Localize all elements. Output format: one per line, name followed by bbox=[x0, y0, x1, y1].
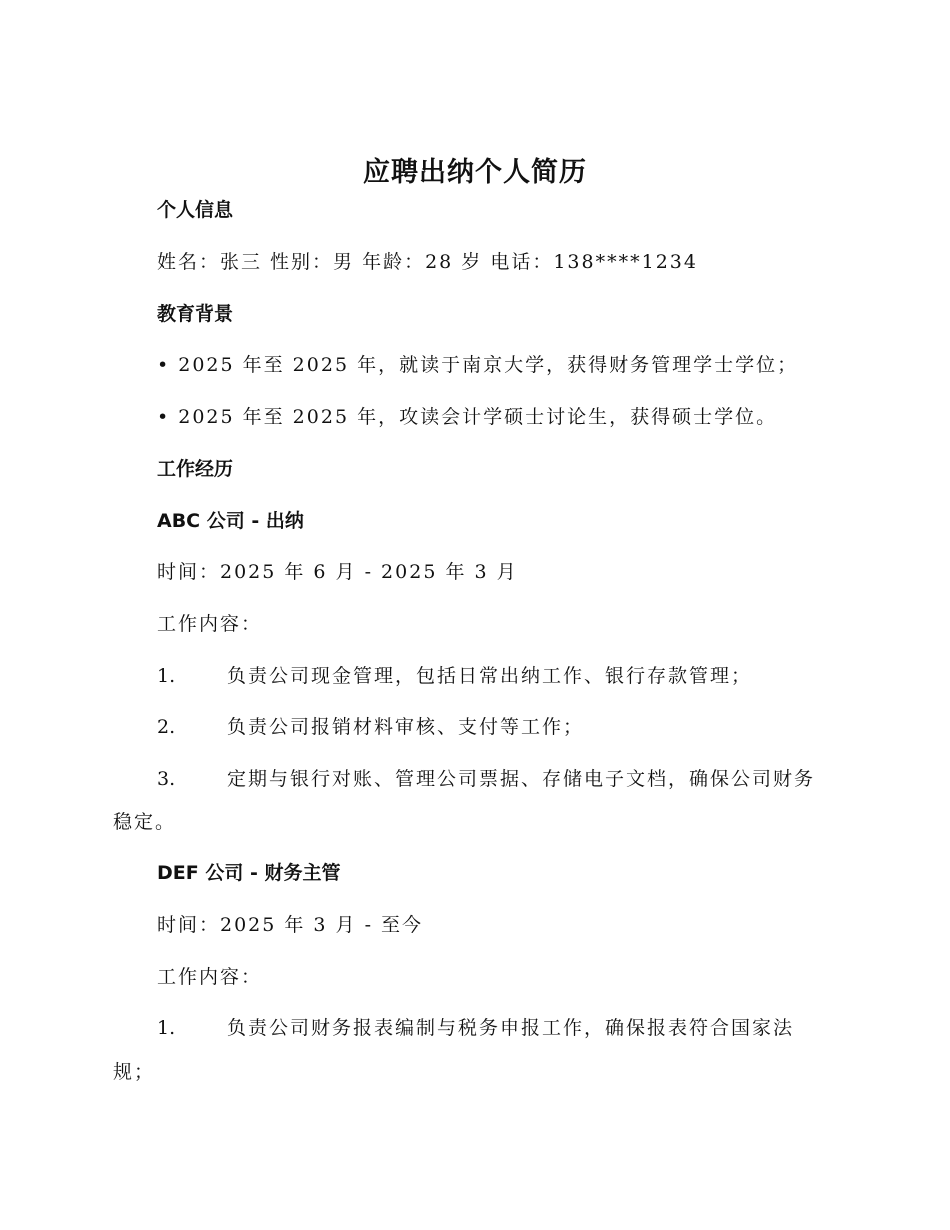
duty-text: 负责公司现金管理，包括日常出纳工作、银行存款管理； bbox=[227, 665, 753, 687]
job-company-def: DEF 公司 - 财务主管 bbox=[157, 862, 341, 884]
duty-number: 2. bbox=[157, 716, 176, 738]
personal-info: 姓名：张三 性别：男 年龄：28 岁 电话：138****1234 bbox=[157, 251, 698, 273]
job-content-label: 工作内容： bbox=[157, 966, 263, 988]
section-heading-education: 教育背景 bbox=[157, 303, 234, 325]
duty-item bbox=[157, 1015, 837, 1041]
duty-text-continuation: 稳定。 bbox=[113, 811, 177, 833]
education-item: • 2025 年至 2025 年，就读于南京大学，获得财务管理学士学位； bbox=[157, 354, 799, 376]
duty-number: 1. bbox=[157, 1017, 176, 1039]
duty-number: 3. bbox=[157, 768, 176, 790]
page-title: 应聘出纳个人简历 bbox=[363, 157, 587, 188]
duty-text: 负责公司报销材料审核、支付等工作； bbox=[227, 716, 585, 738]
job-time: 时间：2025 年 6 月 - 2025 年 3 月 bbox=[157, 561, 518, 583]
section-heading-personal: 个人信息 bbox=[157, 199, 234, 221]
job-company-abc: ABC 公司 - 出纳 bbox=[157, 510, 304, 532]
duty-item bbox=[157, 714, 837, 740]
duty-text-continuation: 规； bbox=[113, 1061, 156, 1083]
duty-text: 负责公司财务报表编制与税务申报工作，确保报表符合国家法 bbox=[227, 1017, 795, 1039]
education-item: • 2025 年至 2025 年，攻读会计学硕士讨论生，获得硕士学位。 bbox=[157, 406, 778, 428]
section-heading-work: 工作经历 bbox=[157, 458, 234, 480]
duty-text: 定期与银行对账、管理公司票据、存储电子文档，确保公司财务 bbox=[227, 768, 816, 790]
duty-item bbox=[157, 663, 837, 689]
duty-number: 1. bbox=[157, 665, 176, 687]
job-time: 时间：2025 年 3 月 - 至今 bbox=[157, 914, 424, 936]
job-content-label: 工作内容： bbox=[157, 613, 263, 635]
duty-item bbox=[157, 766, 837, 792]
